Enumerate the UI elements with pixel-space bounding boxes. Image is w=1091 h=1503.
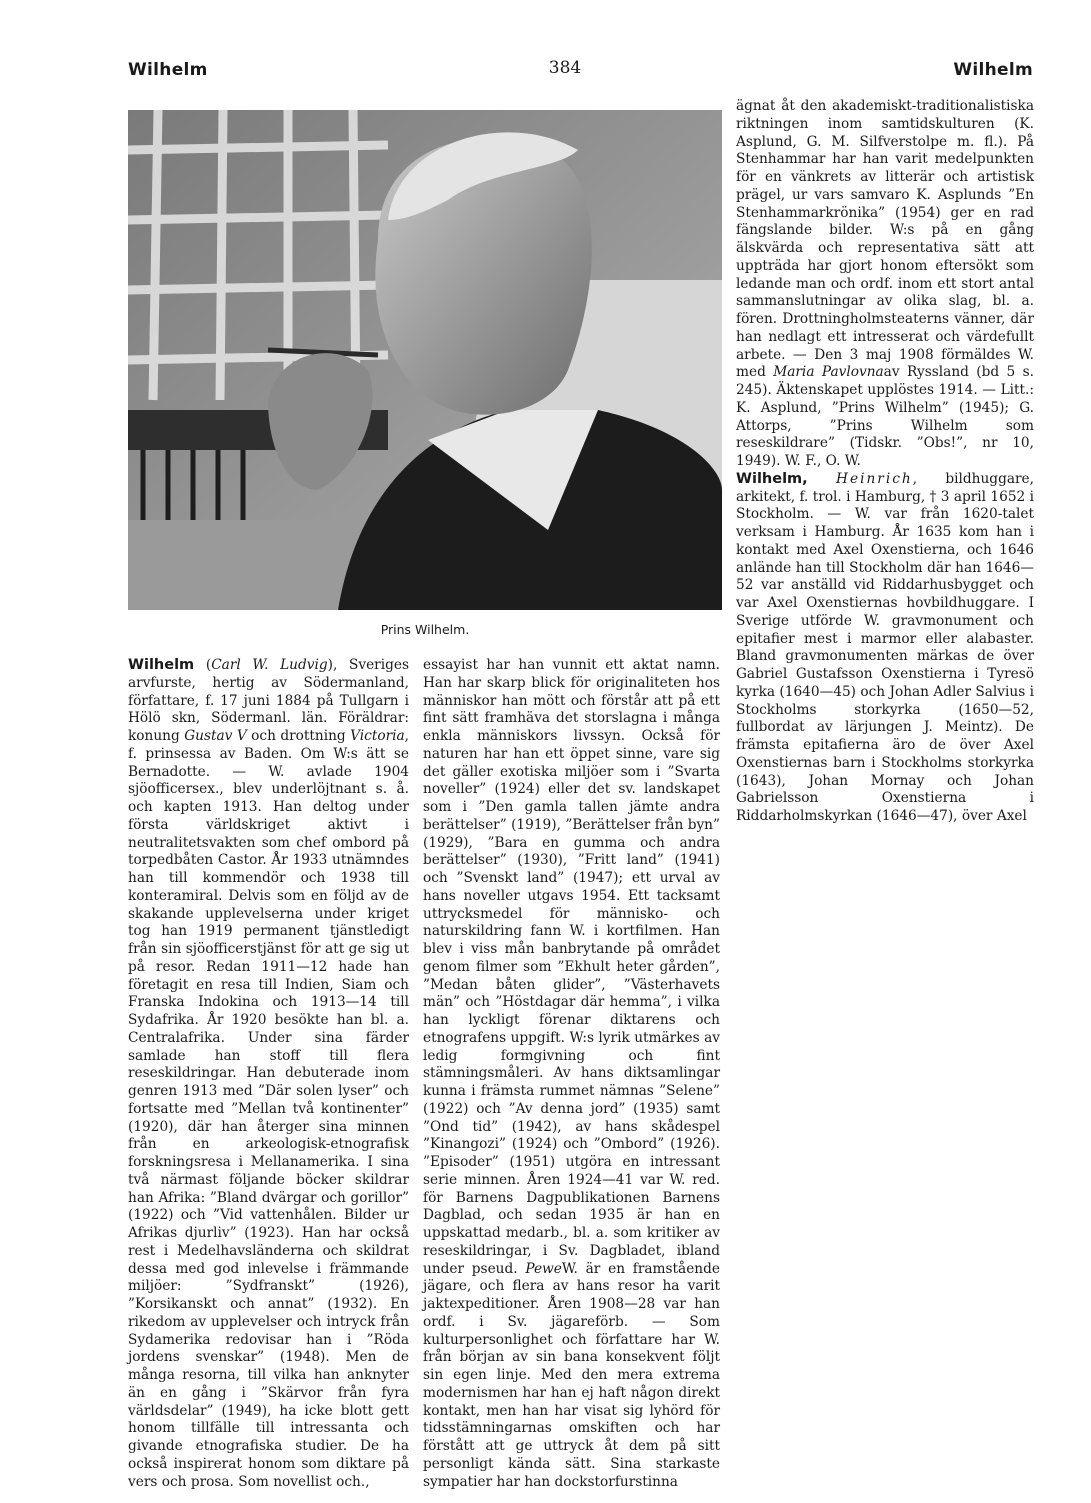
article-text-continued: essayist har han vunnit ett aktat namn. Han har skarp blick för originaliteten hos människor han mött och förstår att på ett fint sätt framhäva det storslagna i många enkla människors livssyn. Också för naturen har han ett öppet sinne, vare sig det gäller exotiska miljöer som i ”Svarta noveller” (1924) eller det sv. landskapet som i ”Den gamla tallen jämte andra berättelser” (1919), ”Berättelser från byn” (1929), ”Bara en gumma och andra berättelser” (1930), ”Fritt land” (1941) och ”Svenskt land” (1947); ett urval av hans noveller utgavs 1954. Ett tacksamt uttrycksmedel för människo- och naturskildring fann W. i kortfilmen. Han blev i viss mån banbrytande på området genom filmer som ”Ekhult heter gården”, ”Medan båten glider”, ”Västerhavets män” och ”Höstdagar där hemma”, i vilka han lyckligt förenar diktarens och etnografens uppgift. W:s lyrik utmärkes av ledig formgivning och fint stämningsmåleri. Av hans diktsamlingar kunna i främsta rummet nämnas ”Selene” (1922) och ”Av denna jord” (1935) samt ”Ond tid” (1942), av hans skådespel ”Kinangozi” (1924) och ”Ombord” (1926). ”Episoder” (1951) utgöra en intressant serie minnen. Åren 1924—41 var W. red. för Barnens Dagpublikationen Barnens Dagblad, och sedan 1935 är han en uppskattad medarb., bl. a. som kritiker av reseskildringar, i Sv. Dagbladet, ibland under pseud.	[423, 657, 720, 1277]
column-2	[423, 657, 720, 1491]
article-continued	[423, 657, 720, 1491]
portrait-photo	[128, 110, 722, 610]
father-name: Gustav V	[184, 728, 247, 744]
article-text-continued: av Ryssland (bd 5 s. 245). Äktenskapet upplöstes 1914. — Litt.: K. Asplund, ”Prins Wilhelm” (1945); G. Attorps, ”Prins Wilhelm som reseskildrare” (Tidskr. ”Obs!”, nr 10, 1949). W. F., O. W.	[736, 364, 1034, 469]
mother-name: Victoria	[350, 728, 405, 744]
photo-caption: Prins Wilhelm.	[380, 622, 470, 637]
person-names: Carl W. Ludvig	[211, 657, 328, 673]
article-text-continued: storfurstinna	[587, 1473, 678, 1490]
running-head-left: Wilhelm	[128, 60, 208, 80]
page-number: 384	[548, 58, 582, 78]
article-continued	[736, 98, 1034, 471]
article-wilhelm-heinrich: Wilhelm, Heinrich, bildhuggare, arkitekt, f. trol. i Hamburg, † 3 april 1652 i Stockholm. — W. var från 1620-talet verksam i Hamburg. År 1635 kom han i kontakt med Axel Oxenstierna, och 1646 anlände han till Stockholm där han 1646—52 var anställd vid Riddarhusbygget och var Axel Oxenstiernas hovbildhuggare. I Sverige utförde W. gravmonument och epitafier mest i marmor eller alabaster. Bland gravmonumenten märkas de över Gabriel Gustafsson Oxenstierna i Tyresö kyrka (1640—45) och Johan Adler Salvius i Stockholms storkyrka (1650—52, fullbordat av lärjungen J. Meintz). De främsta epitafierna äro de över Axel Oxenstiernas barn i Stockholms storkyrka (1643), Johan Mornay och Johan Gabrielsson Oxenstierna i Riddarholmskyrkan (1646—47), över Axel	[736, 470, 1034, 824]
pseudonym: Pewe	[525, 1260, 562, 1277]
article-text-continued: W. är en framstående jägare, och flera av hans resor ha varit jaktexpeditioner. Åren 1908—28 var han ordf. i Sv. jägareförb. — Som kulturpersonlighet och författare har W. från början av sin bana konsekvent följt sin egen linje. Med den mera extrema modernismen har han ej haft någon direkt kontakt, men han har visat sig lyhörd för tidsstämningarnas omskiften och har förstått att ge uttryck åt dem på sitt personligt kända sätt. Sina starkaste sympatier har han dock	[423, 1260, 720, 1490]
running-head-right: Wilhelm	[953, 60, 1033, 80]
page-header	[0, 58, 1091, 88]
given-name: Heinrich	[836, 470, 913, 487]
column-1	[128, 657, 409, 1491]
spouse-name: Maria Pavlovna	[773, 364, 884, 381]
column-3	[736, 98, 1034, 826]
headword: Wilhelm	[128, 657, 195, 673]
article-text-continued: ägnat åt den akademiskt-traditionalistiska riktningen inom samtidskulturen (K. Asplund, G. M. Silfverstolpe m. fl.). På Stenhammar har han varit medelpunkten för en vänkrets av litterär och artistisk prägel, ur vars samvaro K. Asplunds ”En Stenhammarkrönika” (1954) ger en rad fängslande bilder. W:s på en gång älskvärda och representativa sätt att uppträda har gjort honom eftersökt som ledande man och ordf. inom ett stort antal sammanslutningar av olika slag, bl. a. fören. Drottningholmsteaterns vänner, där han nedlagt ett intresserat och värdefullt arbete. — Den 3 maj 1908 förmäldes W. med	[736, 98, 1034, 381]
article-wilhelm-carl: Wilhelm (Carl W. Ludvig), Sveriges arvfurste, hertig av Södermanland, författare, f. 17 juni 1884 på Tullgarn i Hölö skn, Södermanl. län. Föräldrar: konung Gustav V och drottning Victoria, f. prinsessa av Baden. Om W:s ätt se Bernadotte. — W. avlade 1904 sjöofficersex., blev underlöjtnant s. å. och kapten 1913. Han deltog under första världskriget aktivt i neutralitetsvakten som chef ombord på torpedbåten Castor. År 1933 utnämndes han till kommendör och 1938 till konteramiral. Delvis som en följd av de skakande upplevelserna under kriget tog han 1919 permanent tjänstledigt från sin sjöofficerstjänst för att ge sig ut på resor. Redan 1911—12 hade han företagit en resa till Indien, Siam och Franska Indokina och 1913—14 till Sydafrika. År 1920 besökte han bl. a. Centralafrika. Under sina färder samlade han stoff till flera reseskildringar. Han debuterade inom genren 1913 med ”Där solen lyser” och fortsatte med ”Mellan två kontinenter” (1920), där han återger sina minnen från en arkeologisk-etnografisk forskningsresa i Mellanamerika. I sina två närmast följande böcker skildrar han Afrika: ”Bland dvärgar och gorillor” (1922) och ”Vid vattenhålen. Bilder ur Afrikas djurliv” (1923). Han har också rest i Medelhavsländerna och skildrat dessa med god inlevelse i främmande miljöer: ”Sydfranskt” (1926), ”Korsikanskt och annat” (1932). En rikedom av upplevelser och intryck från Sydamerika redovisar han i ”Röda jordens svenskar” (1948). Men de många resorna, till vilka han anknyter än en gång i ”Skärvor från fyra världsdelar” (1949), ha icke blott gett honom tillfälle till intressanta och givande etnografiska studier. De ha också inspirerat honom som diktare på vers och prosa. Som novellist och.,	[128, 657, 410, 1490]
headword-2: Wilhelm,	[736, 470, 808, 487]
portrait-illustration	[128, 110, 722, 610]
